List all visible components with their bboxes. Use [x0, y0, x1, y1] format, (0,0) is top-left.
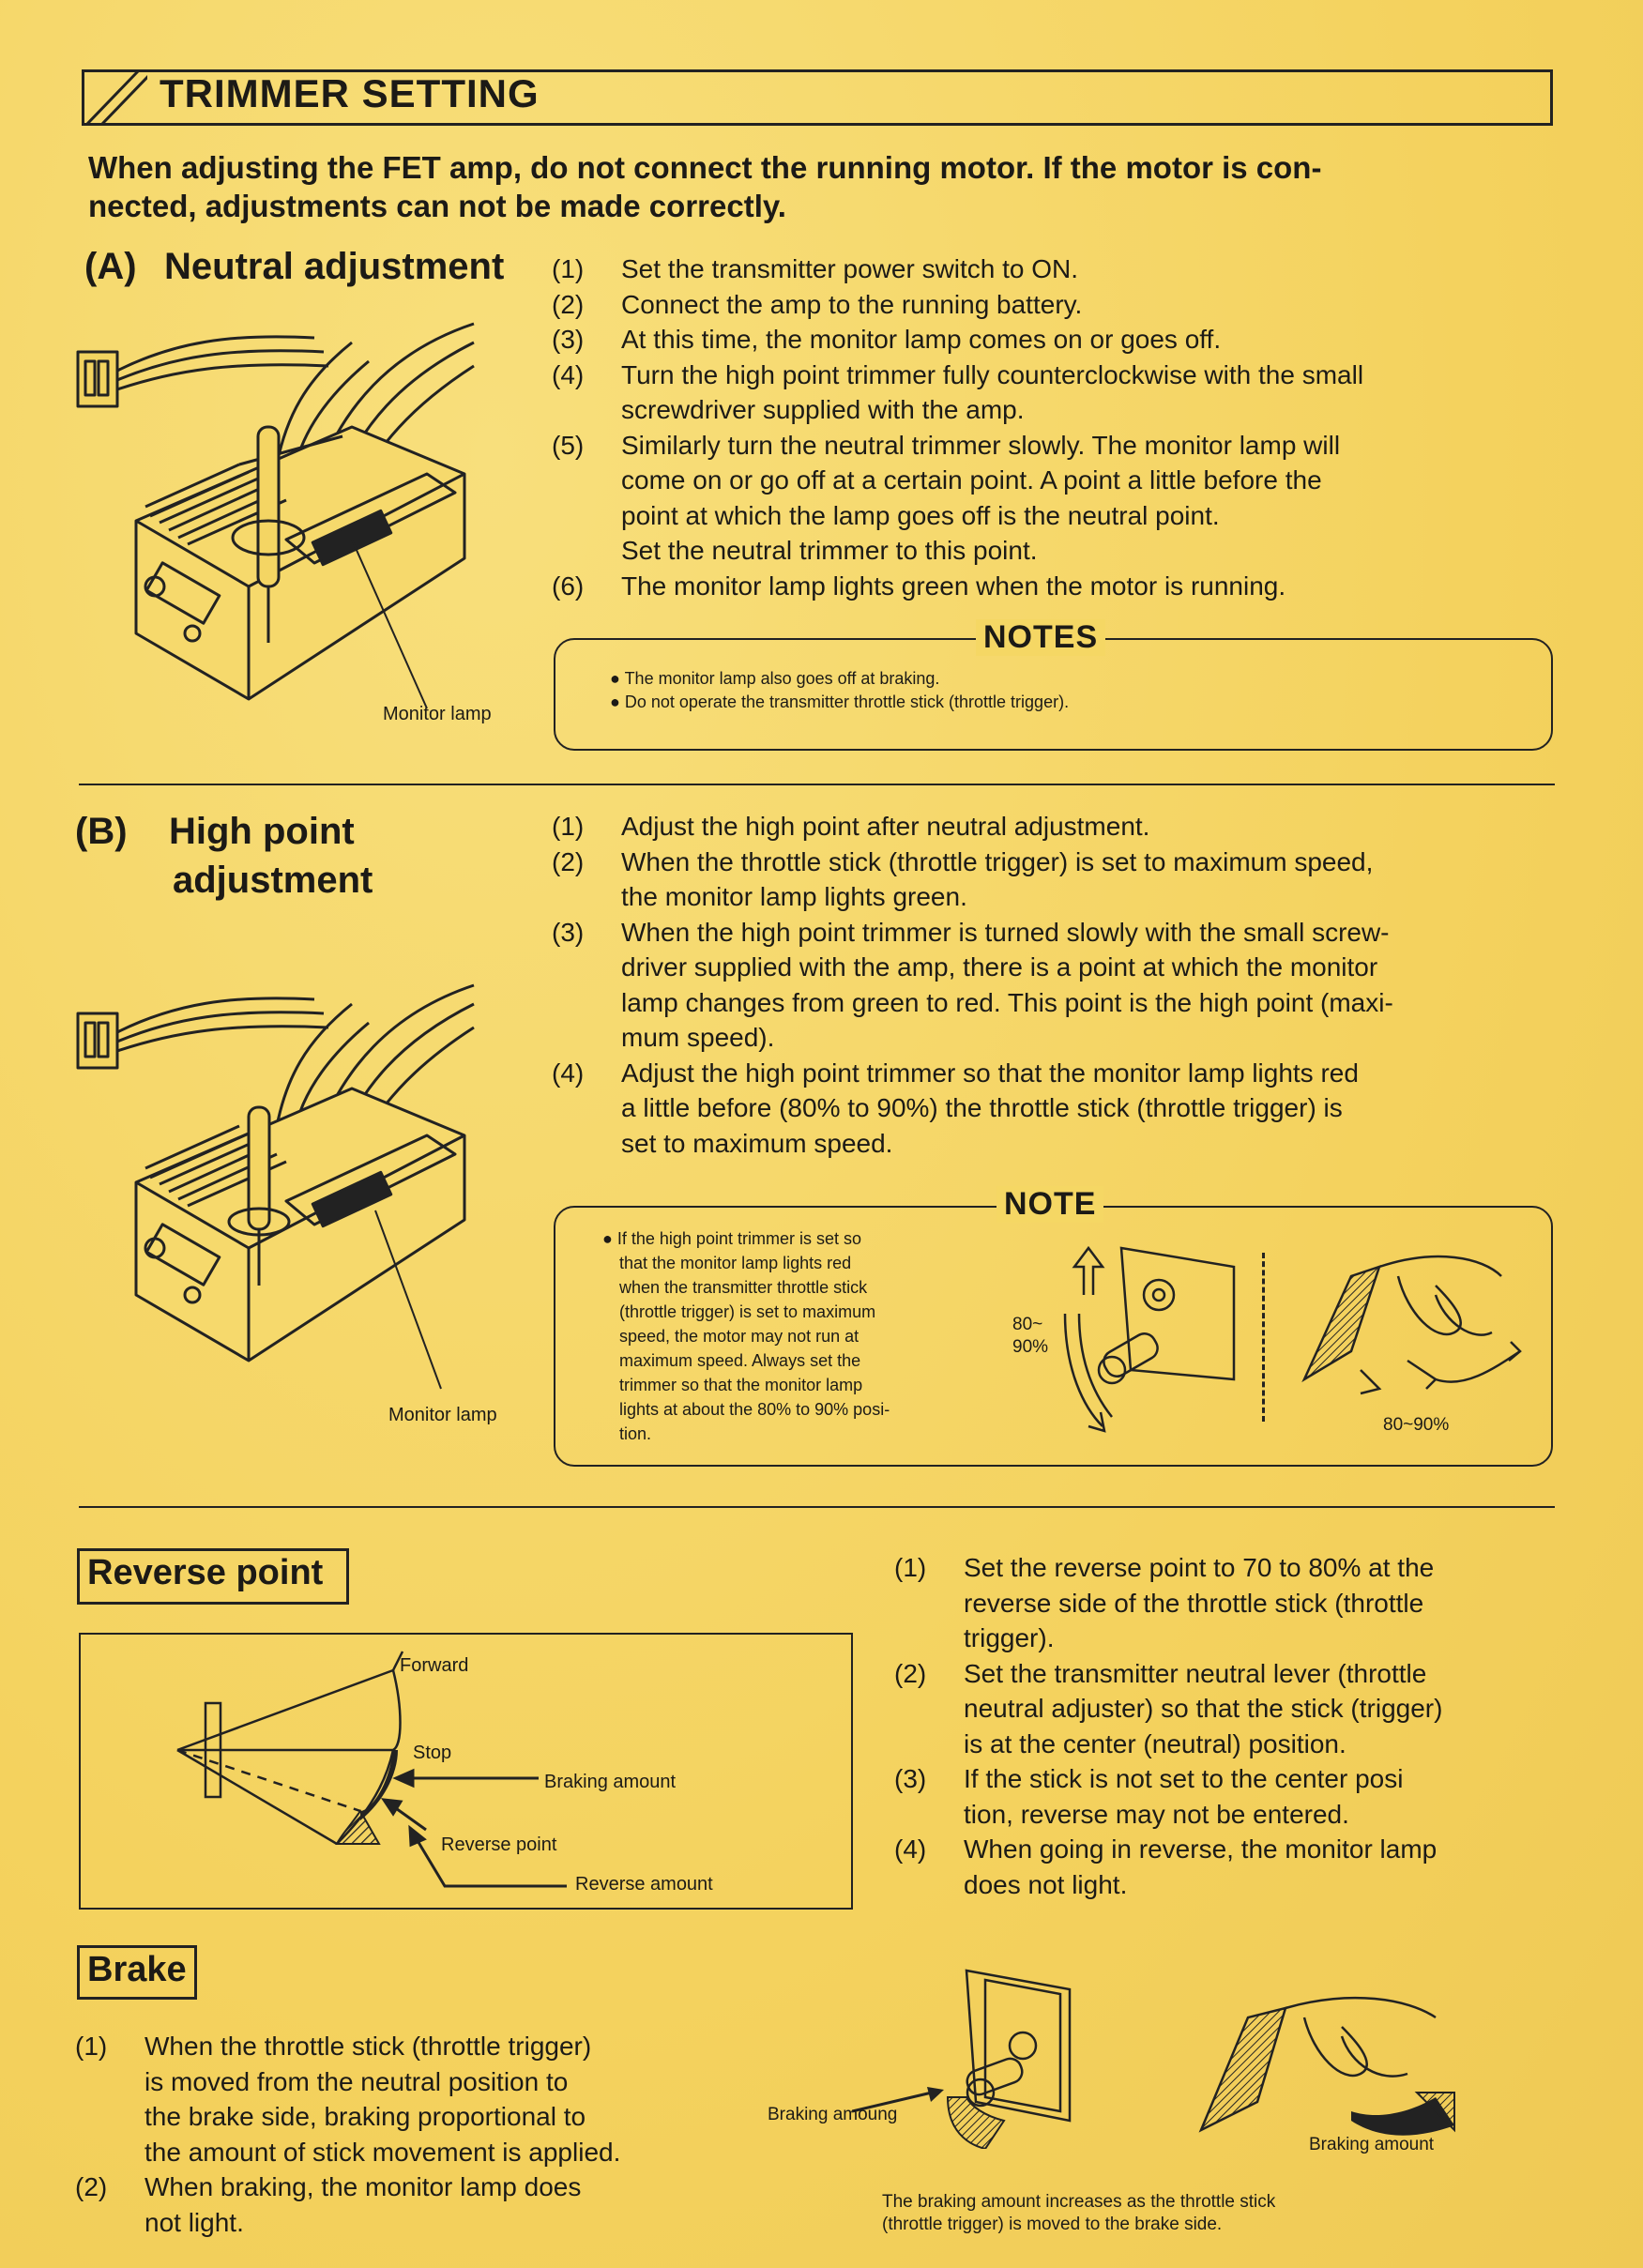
section-divider	[79, 1506, 1555, 1508]
note-line: speed, the motor may not run at	[619, 1327, 860, 1346]
percent-label-right: 80~90%	[1383, 1415, 1450, 1435]
list-item: (1) Set the reverse point to 70 to 80% at the reverse side of the throttle stick (throttle trigger).	[894, 1553, 1435, 1652]
monitor-lamp-label: Monitor lamp	[383, 704, 492, 724]
list-item: (1) Set the transmitter power switch to ON.	[552, 254, 1079, 283]
pistol-grip-illustration	[1295, 1239, 1529, 1426]
diagram-label-reverse-amount: Reverse amount	[575, 1874, 713, 1895]
brake-label-right: Braking amount	[1309, 2135, 1435, 2154]
brake-steps	[75, 2029, 713, 2240]
list-item: (3) When the high point trimmer is turned slowly with the small screw- driver supplied with the amp, there is a point at which the monitor lamp changes from green to red. This point is the high point (maxi- mum speed).	[552, 917, 1393, 1052]
fet-amp-illustration-b	[70, 976, 521, 1417]
list-item: (4) When going in reverse, the monitor lamp does not light.	[894, 1834, 1438, 1899]
list-item: (3) At this time, the monitor lamp comes on or goes off.	[552, 325, 1222, 354]
diagram-label-braking-amount: Braking amount	[544, 1772, 677, 1792]
brake-label-left: Braking amoung	[768, 2105, 898, 2124]
list-item: (2) Set the transmitter neutral lever (throttle neutral adjuster) so that the stick (trigger) is at the center (neutral) position.	[894, 1658, 1443, 1758]
list-item: (1) When the throttle stick (throttle trigger) is moved from the neutral position to the brake side, braking proportional to the amount of stick movement is applied.	[75, 2032, 621, 2167]
note-line: trimmer so that the monitor lamp	[619, 1376, 863, 1394]
warning-text	[88, 148, 1552, 225]
notes-list-a	[610, 667, 1069, 714]
warning-line: When adjusting the FET amp, do not connect the running motor. If the motor is con-	[88, 150, 1322, 185]
section-b-steps	[552, 809, 1558, 1161]
section-b-title-line: High point	[169, 811, 355, 852]
section-a-title: Neutral adjustment	[164, 246, 505, 287]
diagram-label-stop: Stop	[413, 1743, 452, 1763]
section-b-heading	[75, 807, 373, 905]
brake-figure-caption: The braking amount increases as the throttle stick (throttle trigger) is moved to the brake side.	[882, 2192, 1276, 2234]
diagram-label-forward: Forward	[400, 1655, 469, 1676]
page-title: TRIMMER SETTING	[160, 71, 540, 115]
section-b-title-line: adjustment	[173, 860, 373, 901]
list-item: (5) Similarly turn the neutral trimmer slowly. The monitor lamp will come on or go off at a certain point. A point a little before the point at which the lamp goes off is the neutral point. Set the neutral trimmer to this point.	[552, 430, 1341, 565]
monitor-lamp-label: Monitor lamp	[388, 1405, 497, 1425]
list-item: (2) When the throttle stick (throttle trigger) is set to maximum speed, the monitor lamp lights green.	[552, 846, 1374, 911]
note-text-b	[602, 1226, 996, 1446]
reverse-point-heading: Reverse point	[77, 1548, 349, 1605]
diagram-label-reverse-point: Reverse point	[441, 1834, 557, 1855]
brake-transmitter-illustration	[929, 1961, 1117, 2149]
section-divider	[79, 784, 1555, 785]
section-a-letter: (A)	[84, 246, 137, 287]
note-item: ● The monitor lamp also goes off at braking.	[610, 669, 940, 688]
warning-line: nected, adjustments can not be made correctly.	[88, 189, 786, 223]
section-a-steps	[552, 251, 1558, 603]
note-item: ● Do not operate the transmitter throttle stick (throttle trigger).	[610, 693, 1070, 711]
list-item: (3) If the stick is not set to the center posi tion, reverse may not be entered.	[894, 1764, 1404, 1829]
figure-divider	[1262, 1253, 1265, 1422]
fet-amp-illustration-a	[70, 305, 521, 737]
list-item: (1) Adjust the high point after neutral adjustment.	[552, 812, 1150, 841]
notes-title-a: NOTES	[976, 619, 1105, 656]
section-a-heading	[84, 246, 504, 288]
list-item: (6) The monitor lamp lights green when the motor is running.	[552, 571, 1286, 601]
list-item: (2) Connect the amp to the running battery.	[552, 289, 1083, 319]
note-line: lights at about the 80% to 90% posi-	[619, 1400, 890, 1419]
note-line: ● If the high point trimmer is set so	[602, 1229, 861, 1248]
transmitter-stick-illustration	[1046, 1239, 1262, 1445]
list-item: (2) When braking, the monitor lamp does not light.	[75, 2172, 582, 2237]
note-line: maximum speed. Always set the	[619, 1351, 861, 1370]
brake-heading: Brake	[77, 1945, 197, 2000]
list-item: (4) Turn the high point trimmer fully counterclockwise with the small screwdriver supplied with the amp.	[552, 359, 1364, 424]
brake-grip-illustration	[1192, 1971, 1464, 2149]
note-line: (throttle trigger) is set to maximum	[619, 1302, 876, 1321]
note-line: tion.	[619, 1424, 652, 1443]
note-line: when the transmitter throttle stick	[619, 1278, 868, 1297]
list-item: (4) Adjust the high point trimmer so that the monitor lamp lights red a little before (80% to 90%) the throttle stick (throttle trigger) is set to maximum speed.	[552, 1058, 1359, 1158]
section-b-letter: (B)	[75, 811, 128, 852]
title-slash-decoration	[82, 69, 147, 126]
note-title-b: NOTE	[996, 1186, 1103, 1223]
percent-label-left: 80~ 90%	[1012, 1315, 1049, 1357]
reverse-steps	[894, 1550, 1560, 1902]
note-line: that the monitor lamp lights red	[619, 1254, 852, 1272]
